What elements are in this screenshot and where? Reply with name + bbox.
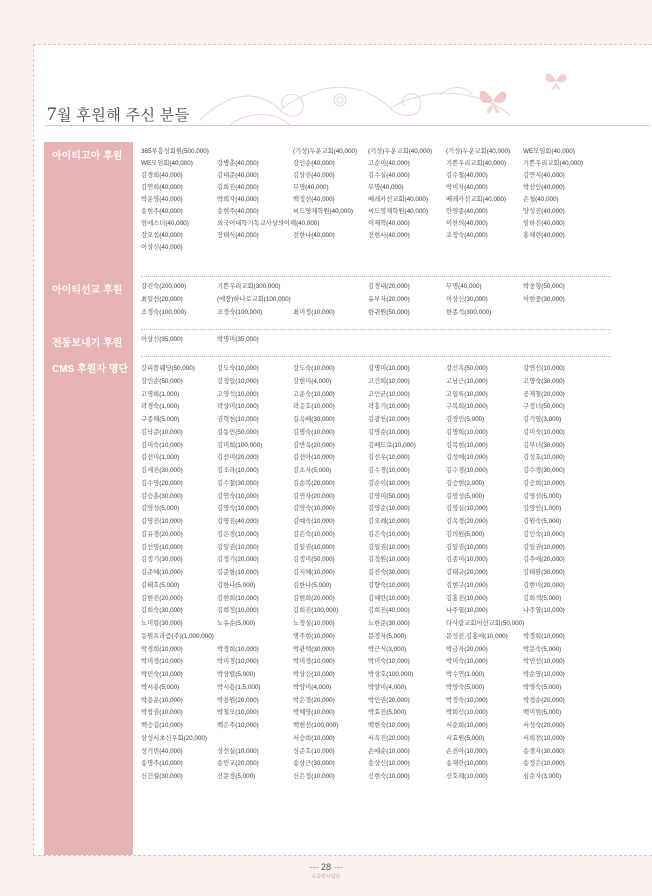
donor-entry: 이재혁(40,000) <box>368 220 410 227</box>
donor-entry: 송재란(10,000) <box>446 760 488 768</box>
donor-entry: 송민교(20,000) <box>217 760 259 768</box>
page-number-value: 28 <box>320 862 331 872</box>
donor-entry: 김태규(20,000) <box>446 569 488 576</box>
donor-entry: 서순희(10,000) <box>446 722 488 729</box>
donor-entry: 김미숙(10,000) <box>141 441 183 449</box>
donor-entry: 김현진(20,000) <box>141 594 183 602</box>
donor-entry: 김복현(10,000) <box>446 441 488 449</box>
donor-entry: (에장)하나로교회(100,000) <box>217 295 291 303</box>
donor-entry: 박정숙(10,000) <box>446 696 488 704</box>
donor-entry: 박수연(1,000) <box>446 671 485 678</box>
donor-entry: 문성진,김홍애(10,000) <box>446 632 508 640</box>
donor-entry: 곽상미(10,000) <box>217 403 259 411</box>
donor-entry: 김대준(40,000) <box>217 172 259 179</box>
donor-entry: 손진아(10,000) <box>446 747 488 755</box>
donor-entry: 성선실(10,000) <box>217 747 259 755</box>
donor-entry: (기성)두운교회(40,000) <box>446 148 511 155</box>
section-label: 아이티고아 후원 <box>52 151 123 162</box>
donor-entry: 김한나(5,000) <box>217 581 256 589</box>
donor-entry: 김인숙(10,000) <box>523 530 565 538</box>
donor-entry: 갓피플웨딩(50,000) <box>141 365 195 372</box>
donor-entry: 장오섭(40,000) <box>141 232 183 239</box>
donor-entry: 김선우(10,000) <box>368 454 410 462</box>
donor-entry: 백정선(40,000) <box>293 196 335 203</box>
donor-entry: 김태호(5,000) <box>141 581 180 589</box>
donor-entry: 손애순(10,000) <box>368 747 410 755</box>
donor-entry: 곽흥기(10,000) <box>368 403 410 411</box>
donor-entry: 박순영(10,000) <box>523 671 565 678</box>
donor-entry: 김반옥(20,000) <box>293 441 335 449</box>
donor-entry: 강정일(10,000) <box>217 377 259 385</box>
donor-entry: 김연자(20,000) <box>293 492 335 500</box>
donor-entry: 박미숙(10,000) <box>368 658 410 666</box>
donor-entry: 김희숙(30,000) <box>141 607 183 615</box>
donor-entry: 박운영(40,000) <box>141 196 183 203</box>
donor-entry: 김영성(5,000) <box>446 492 485 500</box>
donor-entry: 김영진(40,000) <box>217 518 259 525</box>
donor-entry: 김경희(40,000) <box>141 172 183 179</box>
donor-entry: 다사랑교회어선교회(50,000) <box>446 620 525 627</box>
donor-entry: 김정기(20,000) <box>217 556 259 564</box>
donor-entry: 김수철(30,000) <box>217 479 259 487</box>
donor-entry: 박선인(40,000) <box>523 184 565 191</box>
donor-entry: 김소라(10,000) <box>217 467 259 474</box>
donor-entry: 문경자(5,000) <box>368 632 407 640</box>
donor-entry: 김정기(30,000) <box>141 556 183 564</box>
donor-entry: 김희색(5,000) <box>523 594 562 602</box>
donor-entry: 이상신(30,000) <box>446 295 488 303</box>
donor-entry: 한귀원(50,000) <box>368 308 410 316</box>
donor-entry: 박철모(10,000) <box>217 709 259 717</box>
donor-entry: 이현중(30,000) <box>523 295 565 303</box>
donor-entry: 조경숙(100,000) <box>217 308 263 316</box>
donor-entry: 박희자(40,000) <box>217 196 259 203</box>
donor-entry: 김소자(5,000) <box>293 467 332 474</box>
donor-entry: 씨드영재학원(40,000) <box>368 208 428 215</box>
donor-entry: 김은숙(10,000) <box>293 530 335 538</box>
donor-entry: 이상신(40,000) <box>141 244 183 251</box>
donor-entry: 강인순(40,000) <box>293 160 335 167</box>
donor-entry: 김일권(10,000) <box>446 543 488 551</box>
donor-entry: 강도숙(10,000) <box>217 365 259 372</box>
donor-entry: (기성)두운교회(40,000) <box>368 148 433 155</box>
donor-entry: 노한준(30,000) <box>368 620 410 627</box>
donor-entry: 김현희(10,000) <box>217 594 259 602</box>
donor-entry: 강연신(10,000) <box>523 365 565 372</box>
donor-entry: 엄에스더(40,000) <box>141 220 189 227</box>
donor-entry: 김일권(10,000) <box>217 543 259 551</box>
donor-entry: 김정원(10,000) <box>368 556 410 564</box>
donor-entry: 김수실(40,000) <box>368 172 410 179</box>
donor-entry: 김희정(10,000) <box>217 607 259 615</box>
donor-entry: 김영인(1,000) <box>523 505 562 513</box>
donor-entry: 백미현(5,000) <box>523 709 562 717</box>
donor-entry: 김선미(20,000) <box>217 454 259 462</box>
donor-entry: 김희진(100,000) <box>293 607 339 615</box>
donor-entry: 김순복(20,000) <box>293 479 335 487</box>
donor-entry: 김순이(10,000) <box>368 479 410 487</box>
donor-entry: 삼성서초신우회(20,000) <box>141 734 208 742</box>
title-divider <box>45 125 651 126</box>
donor-entry: 박희신(10,000) <box>446 709 488 717</box>
donor-entry: 김영선(5,000) <box>523 492 562 500</box>
section-label: 아이티선교 후원 <box>52 285 123 296</box>
donor-entry: 백은주(10,000) <box>217 722 259 729</box>
donor-entry: 서효원(5,000) <box>446 734 485 742</box>
donor-entry: 김영실(10,000) <box>446 505 488 513</box>
donor-entry: 박문숙(5,000) <box>523 645 562 653</box>
donor-entry: 박미자(40,000) <box>446 184 488 191</box>
donor-entry: 김은경(10,000) <box>217 530 259 538</box>
donor-entry: 박미숙(10,000) <box>446 658 488 666</box>
donor-entry: 한종석(300,000) <box>446 308 492 316</box>
donor-entry: 김현희(20,000) <box>293 594 335 602</box>
donor-entry: 김동민(50,000) <box>217 428 259 436</box>
donor-entry: 무명(40,000) <box>293 184 329 191</box>
donor-entry: 김오례(10,000) <box>368 518 410 525</box>
donor-entry: 박근식(3,000) <box>368 645 407 653</box>
donor-entry: 고영석(10,000) <box>217 390 259 398</box>
donor-entry: 송현주(40,000) <box>141 208 183 215</box>
donor-entry: 고명희(1,000) <box>141 390 180 398</box>
donor-entry: 송명주(10,000) <box>141 760 183 768</box>
donor-entry: 김선아(10,000) <box>293 454 335 462</box>
donor-entry: 손청(40,000) <box>523 196 559 203</box>
donor-entry: 박상호(100,000) <box>368 671 414 678</box>
donor-entry: 박미경(10,000) <box>217 658 259 666</box>
donor-entry: 박관택(30,000) <box>293 645 335 653</box>
donor-entry: 서희전(10,000) <box>523 734 565 742</box>
donor-entry: 강진숙(200,000) <box>141 283 187 290</box>
donor-entry: 최일선(20,000) <box>141 295 183 303</box>
donor-entry: 박정순(20,000) <box>523 696 565 704</box>
donor-entry: 송상신(10,000) <box>368 760 410 768</box>
donor-entry: 김의원(5,000) <box>446 530 485 538</box>
donor-entry: 백현선(100,000) <box>293 722 339 729</box>
donor-entry: 박양미(4,000) <box>368 683 407 691</box>
donor-entry: 김준혜(10,000) <box>141 569 183 576</box>
donor-entry: WE모임회(40,000) <box>523 148 575 155</box>
page-footer <box>0 862 652 880</box>
donor-entry: 김현미(20,000) <box>523 581 565 589</box>
donor-entry: 김수경(30,000) <box>523 467 565 474</box>
donor-entry: 박상렬(5,000) <box>217 671 256 678</box>
donor-entry: 고운숙(10,000) <box>293 390 335 398</box>
donor-entry: 김선미(1,000) <box>141 454 180 462</box>
donor-entry: 김영숙(10,000) <box>217 505 259 513</box>
donor-entry: 김종미(10,000) <box>446 556 488 564</box>
donor-entry: 신현숙(10,000) <box>368 773 410 780</box>
donor-entry: 무명(40,000) <box>368 184 404 191</box>
donor-entry: 송현주(40,000) <box>217 208 259 215</box>
donor-entry: 고명숙(30,000) <box>523 377 565 385</box>
donor-entry: 동원프라즘(주)(1,000,000) <box>141 632 214 640</box>
donor-entry: 박양미(4,000) <box>293 683 332 691</box>
donor-entry: 김일권(10,000) <box>293 543 335 551</box>
donor-entry: 김일권(10,000) <box>368 543 410 551</box>
donor-entry: 전현서(40,000) <box>368 232 410 239</box>
donor-entry: 김수경(10,000) <box>368 467 410 474</box>
donor-entry: 365부흥성회원(500,000) <box>141 148 209 155</box>
donor-entry: 강현미(4,000) <box>293 377 332 385</box>
donor-entry: 김승현(2,000) <box>446 479 485 487</box>
donor-entry: 신호례(10,000) <box>446 773 488 780</box>
section-separator <box>141 329 611 330</box>
butterfly-small-icon <box>543 70 569 92</box>
donor-entry: 박웅형(50,000) <box>523 283 565 290</box>
donor-entry: 박명미(35,000) <box>217 336 259 343</box>
donor-entry: 김준항(10,000) <box>217 569 259 576</box>
donor-entry: 김세진(30,000) <box>141 467 183 474</box>
donor-entry: 신건월(30,000) <box>141 773 183 780</box>
donor-entry: 고일록(10,000) <box>446 390 488 398</box>
donor-entry: 김명순(10,000) <box>368 428 410 436</box>
donor-entry: 박혜영(10,000) <box>293 709 335 717</box>
donor-entry: (기성)두운교회(40,000) <box>293 148 358 155</box>
donor-entry: 기쁜우리교회(40,000) <box>446 160 506 167</box>
donor-entry: 양성진(40,000) <box>523 208 565 215</box>
donor-entry: 기쁜우리교회(40,000) <box>523 160 583 167</box>
donor-entry: 임하진(40,000) <box>523 220 565 227</box>
donor-entry: 심순자(3,000) <box>523 773 562 780</box>
donor-entry: 김예숙(10,000) <box>293 518 335 525</box>
donor-entry: 명주현(10,000) <box>293 632 335 640</box>
donor-entry: 성준호(10,000) <box>293 747 335 755</box>
donor-entry: 박경희(10,000) <box>141 645 183 653</box>
donor-entry: 김수경(10,000) <box>446 467 488 474</box>
donor-entry: 성기빈(40,000) <box>141 747 183 755</box>
donor-entry: 유부자(20,000) <box>368 295 410 303</box>
donor-entry: 곽응호(10,000) <box>293 403 335 411</box>
donor-entry: 송경자(30,000) <box>523 747 565 755</box>
donor-entry: 김연숙(10,000) <box>217 492 259 500</box>
donor-entry: 김원숙(5,000) <box>523 518 562 525</box>
donor-entry: 박용원(20,000) <box>217 696 259 704</box>
donor-entry: 노미령(30,000) <box>141 620 183 627</box>
donor-entry: 무명(40,000) <box>446 283 482 290</box>
donor-entry: 김은숙(10,000) <box>368 530 410 538</box>
donor-entry: 김승훈(30,000) <box>141 492 183 500</box>
donor-entry: 장태식(40,000) <box>217 232 259 239</box>
donor-entry: 서승희(10,000) <box>293 734 335 742</box>
donor-entry: 김명숙(10,000) <box>293 428 335 436</box>
donor-entry: 조정숙(40,000) <box>446 232 488 239</box>
donor-entry: 김주애(20,000) <box>523 556 565 564</box>
donor-entry: 박창권(10,000) <box>141 709 183 717</box>
section-separator <box>141 356 611 357</box>
donor-entry: 김영진(10,000) <box>141 518 183 525</box>
donor-entry: 김일권(10,000) <box>523 543 565 551</box>
donor-entry: 김연희(40,000) <box>141 184 183 191</box>
donor-entry: 박경희(10,000) <box>523 632 565 640</box>
donor-entry: 안영종(40,000) <box>446 208 488 215</box>
donor-entry: 김성애(10,000) <box>446 454 488 462</box>
donor-entry: 강명미(10,000) <box>368 365 410 372</box>
donor-entry: 김유경(20,000) <box>141 530 183 538</box>
donor-entry: 이찬의(40,000) <box>446 220 488 227</box>
donor-entry: 김희진(40,000) <box>368 607 410 615</box>
donor-entry: 나주열(10,000) <box>523 607 565 615</box>
page-number: ··· 28 ··· <box>309 862 343 872</box>
section-label: CMS 후원자 명단 <box>52 364 129 375</box>
donor-entry: 구종해(5,000) <box>141 416 180 423</box>
donor-entry: 김인영(10,000) <box>141 543 183 551</box>
donor-entry: 박시용(1,5,000) <box>217 683 261 691</box>
donor-entry: 김광천(10,000) <box>368 416 410 423</box>
donor-entry: 김혜란(10,000) <box>368 594 410 602</box>
donor-entry: 박경희(10,000) <box>217 645 259 653</box>
donor-entry: 김영순(10,000) <box>368 505 410 513</box>
donor-entry: 고남근(10,000) <box>446 377 488 385</box>
donor-entry: 신문경(5,000) <box>217 773 256 780</box>
donor-entry: 구복희(10,000) <box>446 403 488 411</box>
donor-entry: 구정너(50,000) <box>523 403 565 411</box>
donor-entry: 김베드로(10,000) <box>368 441 416 449</box>
donor-entry: 박미경(10,000) <box>141 658 183 666</box>
donor-entry: 김낙준(10,000) <box>141 428 183 436</box>
donor-entry: 강신옥(50,000) <box>446 365 488 372</box>
donor-entry: 고순미(40,000) <box>368 160 410 167</box>
donor-entry: 김태완(30,000) <box>523 569 565 576</box>
donor-entry: 김한나(5,000) <box>293 581 332 589</box>
donor-entry: 씨드영재학원(40,000) <box>293 208 353 215</box>
donor-entry: 김옥경(20,000) <box>446 518 488 525</box>
donor-entry: 베레카선교회(40,000) <box>446 196 506 203</box>
donor-entry: 백현숙(10,000) <box>368 722 410 729</box>
category-sidebar <box>44 142 133 855</box>
donor-entry: 김수철(40,000) <box>446 172 488 179</box>
donor-entry: 고인균(10,000) <box>368 390 410 398</box>
donor-entry: 서성숙(20,000) <box>523 722 565 729</box>
donor-entry: 노정실(10,000) <box>293 620 335 627</box>
donor-entry: 김홍진(10,000) <box>446 594 488 602</box>
donor-entry: 김경민(5,000) <box>446 416 485 423</box>
donor-entry: 김성호(10,000) <box>523 454 565 462</box>
donor-entry: 김향숙(10,000) <box>368 581 410 589</box>
donor-entry: 박민숙(10,000) <box>141 671 183 678</box>
donor-entry: 김수영(20,000) <box>141 479 183 487</box>
donor-entry: 박금자(20,000) <box>446 645 488 653</box>
donor-entry: 길옥배(30,000) <box>293 416 335 423</box>
donor-entry: 김지혜(10,000) <box>293 569 335 576</box>
donor-entry: 김승희(10,000) <box>523 479 565 487</box>
donor-entry: 전한나(40,000) <box>293 232 335 239</box>
donor-entry: 기쁜우리교회(300,000) <box>217 283 281 290</box>
donor-entry: 김기열(3,000) <box>523 416 562 423</box>
title-text: 월 후원해 주신 분들 <box>57 108 190 124</box>
donor-entry: 박시용(5,000) <box>141 683 180 691</box>
donor-entry: 김영미(50,000) <box>368 492 410 500</box>
donor-entry: 김희진(40,000) <box>217 184 259 191</box>
donor-entry: 김경내(20,000) <box>368 283 410 290</box>
donor-entry: 외국어대학기독교사상의이해(40,000) <box>217 220 320 227</box>
donor-entry: 강도숙(10,000) <box>293 365 335 372</box>
donor-entry: 김부녀(30,000) <box>523 441 565 449</box>
donor-entry: 홍혜련(40,000) <box>523 232 565 239</box>
page-title <box>47 104 190 126</box>
donor-entry: 강병춘(40,000) <box>217 160 259 167</box>
donor-entry: 김상진(40,000) <box>293 172 335 179</box>
donor-entry: 신은정(10,000) <box>293 773 335 780</box>
donor-entry: 베레카선교회(40,000) <box>368 196 428 203</box>
donor-entry: 김영성(5,000) <box>141 505 180 513</box>
donor-entry: 김영숙(10,000) <box>293 505 335 513</box>
donor-entry: 김진숙(30,000) <box>368 569 410 576</box>
donor-entry: 박인권(20,000) <box>368 696 410 704</box>
donor-entry: 박상신(10,000) <box>293 671 335 678</box>
donor-entry: 김미희(100,000) <box>217 441 263 449</box>
donor-entry: 박영숙(5,000) <box>446 683 485 691</box>
donor-entry: 박영숙(5,000) <box>523 683 562 691</box>
donor-entry: 노유순(5,000) <box>217 620 256 627</box>
donor-entry: 곽경숙(1,000) <box>141 403 180 411</box>
donor-entry: 서옥진(20,000) <box>368 734 410 742</box>
donor-entry: 이상신(35,000) <box>141 336 183 343</box>
donor-entry: 백승길(10,000) <box>141 722 183 729</box>
donor-entry: 김미숙(10,000) <box>523 428 565 436</box>
donor-entry: 박민선(10,000) <box>523 658 565 666</box>
donor-entry: 김현구(10,000) <box>446 581 488 589</box>
donor-entry: 송정은(10,000) <box>523 760 565 768</box>
donor-entry: 권혁천(10,000) <box>217 416 259 423</box>
donor-entry: 강인순(50,000) <box>141 377 183 385</box>
magazine-name: 소중한사람들 <box>311 874 341 880</box>
donor-entry: 김연지(40,000) <box>523 172 565 179</box>
donor-entry: 나주열(10,000) <box>446 607 488 615</box>
donor-entry: 최미정(10,000) <box>293 308 335 316</box>
donor-entry: 박은경(20,000) <box>293 696 335 704</box>
section-label: 전동보내기 후원 <box>52 338 123 349</box>
section-separator <box>141 276 611 277</box>
donor-entry: 박미경(10,000) <box>293 658 335 666</box>
donor-entry: 공재철(20,000) <box>523 390 565 398</box>
donor-entry: 김명희(10,000) <box>446 428 488 436</box>
donor-entry: 박용운(10,000) <box>141 696 183 704</box>
donor-entry: 송상근(30,000) <box>293 760 335 768</box>
donor-entry: 조경숙(100,000) <box>141 308 187 316</box>
butterfly-large-icon <box>476 86 510 116</box>
donor-entry: 고건희(10,000) <box>368 377 410 385</box>
donor-entry: 김정미(50,000) <box>293 556 335 564</box>
donor-entry: 박효진(5,000) <box>368 709 407 717</box>
title-month: 7 <box>47 104 57 125</box>
donor-entry: WE모임회(40,000) <box>141 160 193 167</box>
